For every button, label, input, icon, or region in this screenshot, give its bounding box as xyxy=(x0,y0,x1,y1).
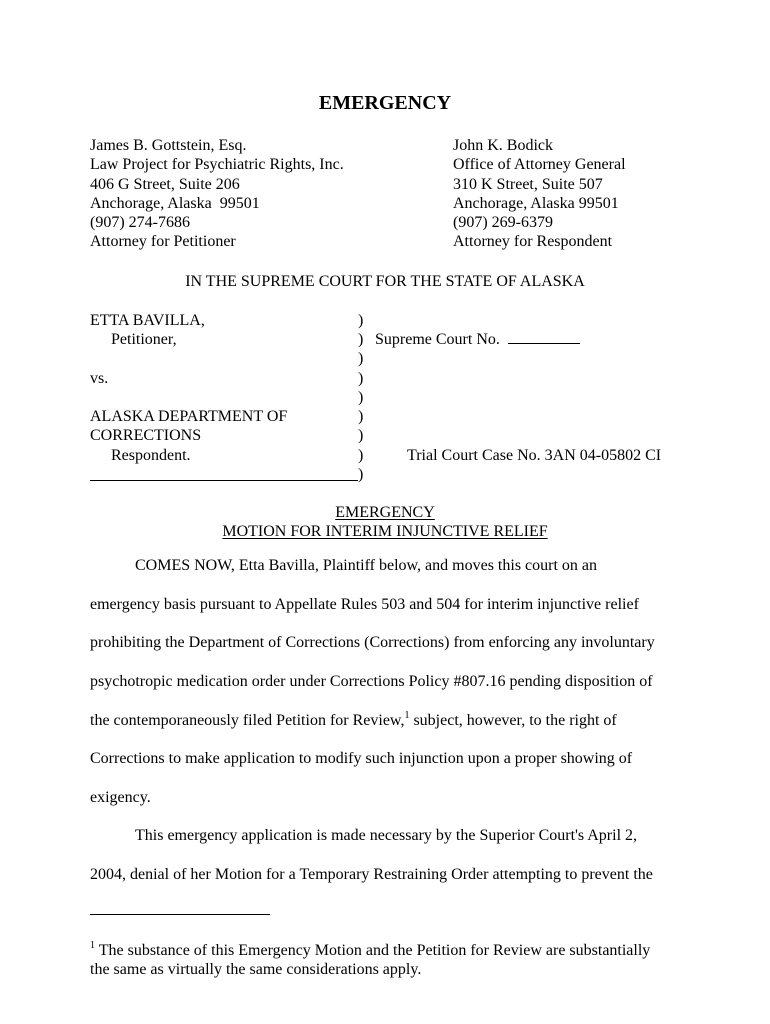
address-line: John K. Bodick xyxy=(453,137,553,154)
body-line: psychotropic medication order under Corrections Policy #807.16 pending disposition of xyxy=(90,673,653,690)
caption-underline xyxy=(90,465,358,481)
footnote-marker: 1 xyxy=(90,940,95,951)
motion-title: MOTION FOR INTERIM INJUNCTIVE RELIEF xyxy=(222,523,548,540)
caption-paren: ) xyxy=(358,447,364,464)
caption-paren: ) xyxy=(358,466,364,483)
body-line: exigency. xyxy=(90,789,151,806)
body-line: emergency basis pursuant to Appellate Rules 503 and 504 for interim injunctive relief xyxy=(90,596,639,613)
caption-paren: ) xyxy=(358,408,364,425)
footnote-reference: 1 xyxy=(404,710,410,721)
address-line: Office of Attorney General xyxy=(453,156,626,174)
petitioner-name: ETTA BAVILLA, xyxy=(90,312,205,329)
versus: vs. xyxy=(90,370,109,387)
address-line: Law Project for Psychiatric Rights, Inc. xyxy=(90,156,344,174)
respondent-name: ALASKA DEPARTMENT OF xyxy=(90,408,288,425)
body-text: the contemporaneously filed Petition for Review, xyxy=(90,712,405,729)
address-line: 310 K Street, Suite 507 xyxy=(453,175,603,193)
respondent-role: Respondent. xyxy=(111,447,191,464)
petitioner-attorney-block xyxy=(90,136,344,252)
footnote-separator xyxy=(90,914,270,915)
court-heading: IN THE SUPREME COURT FOR THE STATE OF ALASKA xyxy=(185,273,585,290)
respondent-name: CORRECTIONS xyxy=(90,427,202,444)
caption-paren: ) xyxy=(358,312,364,329)
address-line: Anchorage, Alaska 99501 xyxy=(453,194,619,212)
petitioner-role: Petitioner, xyxy=(111,331,177,348)
caption-paren: ) xyxy=(358,370,364,387)
motion-heading xyxy=(0,503,770,522)
body-line: This emergency application is made necessary by the Superior Court's April 2, xyxy=(135,827,638,844)
page-title: EMERGENCY xyxy=(318,92,452,114)
address-line: (907) 274-7686 xyxy=(90,214,190,232)
body-line: 2004, denial of her Motion for a Temporary Restraining Order attempting to prevent the xyxy=(90,866,653,883)
address-line: Attorney for Petitioner xyxy=(90,233,236,251)
footnote-line xyxy=(90,941,650,960)
body-line: Corrections to make application to modify such injunction upon a proper showing of xyxy=(90,750,633,767)
supreme-court-number-label: Supreme Court No. xyxy=(375,331,500,348)
motion-heading xyxy=(0,522,770,541)
address-line: (907) 269-6379 xyxy=(453,214,553,232)
footnote-line: the same as virtually the same considerations apply. xyxy=(90,961,422,978)
address-line: Attorney for Respondent xyxy=(453,233,613,251)
case-number-blank xyxy=(508,331,580,344)
footnote-text: The substance of this Emergency Motion and the Petition for Review are substantially xyxy=(98,942,651,959)
caption-paren: ) xyxy=(358,389,364,406)
supreme-court-number xyxy=(375,330,580,349)
body-text: subject, however, to the right of xyxy=(409,712,617,729)
body-line: COMES NOW, Etta Bavilla, Plaintiff below, and moves this court on an xyxy=(135,557,598,574)
caption-paren: ) xyxy=(358,350,364,367)
body-line xyxy=(90,711,617,730)
body-line: prohibiting the Department of Corrections (Corrections) from enforcing any involuntary xyxy=(90,634,655,651)
caption-paren: ) xyxy=(358,427,364,444)
address-line: James B. Gottstein, Esq. xyxy=(90,137,247,154)
respondent-attorney-block xyxy=(453,136,626,252)
trial-court-case-number: Trial Court Case No. 3AN 04-05802 CI xyxy=(407,447,662,464)
address-line: 406 G Street, Suite 206 xyxy=(90,175,240,193)
caption-paren: ) xyxy=(358,331,364,348)
address-line: Anchorage, Alaska 99501 xyxy=(90,194,260,212)
motion-title: EMERGENCY xyxy=(335,504,435,521)
